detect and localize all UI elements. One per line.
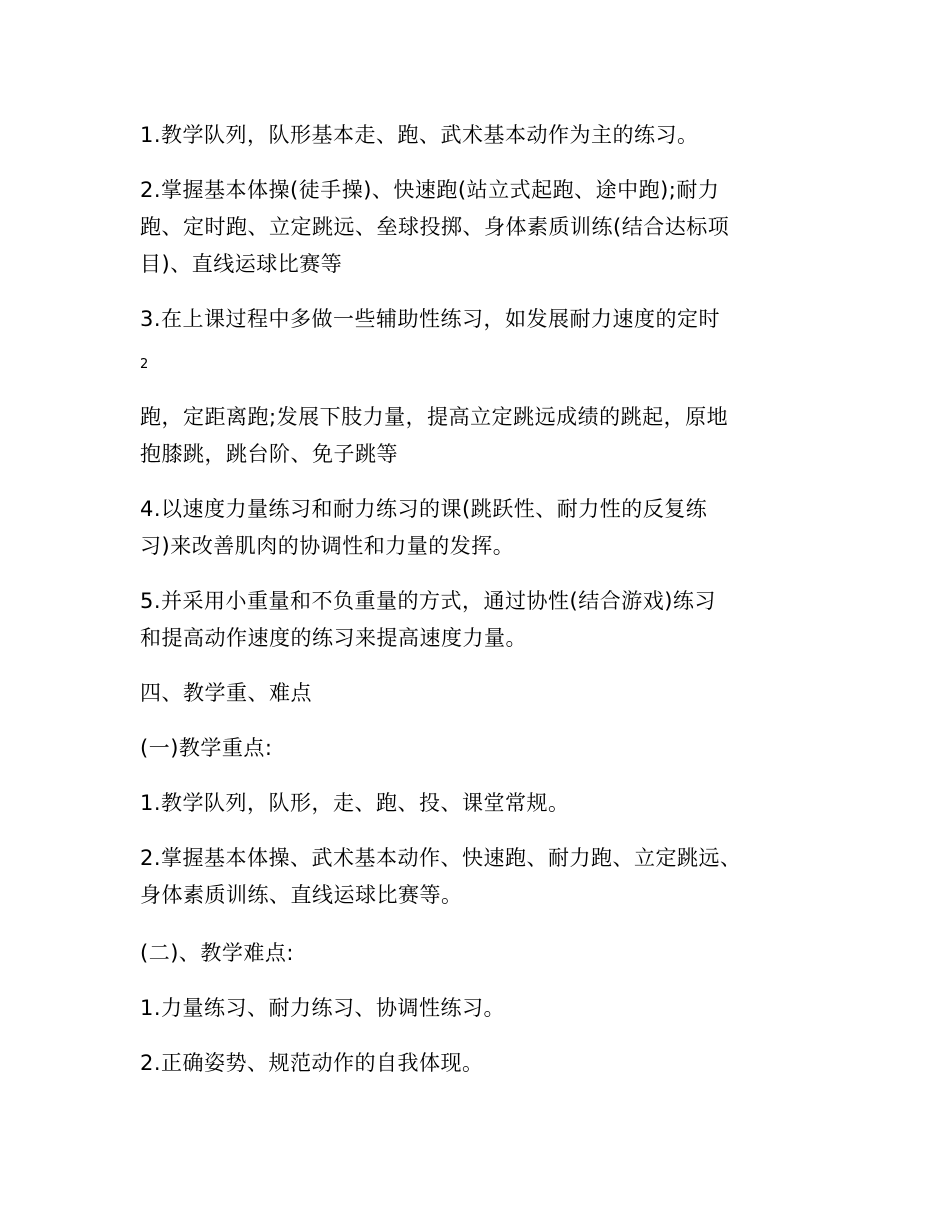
section-heading — [140, 675, 820, 712]
line: 2.掌握基本体操、武术基本动作、快速跑、耐力跑、立定跳远、 — [140, 846, 742, 870]
line: 跑，定距离跑;发展下肢力量，提高立定跳远成绩的跳起，原地 — [140, 405, 729, 429]
line: 1.教学队列，队形，走、跑、投、课堂常规。 — [140, 791, 570, 815]
line: 四、教学重、难点 — [140, 681, 312, 705]
line: 身体素质训练、直线运球比赛等。 — [140, 883, 463, 907]
paragraph-item-5 — [140, 583, 820, 657]
line: 目)、直线运球比赛等 — [140, 252, 343, 276]
paragraph-item-3 — [140, 301, 820, 338]
subsection-heading-key-points — [140, 730, 820, 767]
line: (一)教学重点: — [140, 736, 273, 760]
line: 4.以速度力量练习和耐力练习的课(跳跃性、耐力性的反复练 — [140, 497, 708, 521]
line: 抱膝跳，跳台阶、免子跳等 — [140, 442, 398, 466]
line: 2.掌握基本体操(徒手操)、快速跑(站立式起跑、途中跑);耐力 — [140, 178, 720, 202]
paragraph-item-2 — [140, 172, 820, 283]
paragraph-item-1 — [140, 117, 820, 154]
line: 跑、定时跑、立定跳远、垒球投掷、身体素质训练(结合达标项 — [140, 215, 730, 239]
line: 和提高动作速度的练习来提高速度力量。 — [140, 626, 527, 650]
difficulty-1 — [140, 990, 820, 1027]
key-point-1 — [140, 785, 820, 822]
key-point-2 — [140, 840, 820, 914]
line: (二)、教学难点: — [140, 941, 294, 965]
line: 习)来改善肌肉的协调性和力量的发挥。 — [140, 534, 515, 558]
line: 2.正确姿势、规范动作的自我体现。 — [140, 1051, 484, 1075]
line: 1.力量练习、耐力练习、协调性练习。 — [140, 996, 506, 1020]
line: 5.并采用小重量和不负重量的方式，通过协性(结合游戏)练习 — [140, 589, 716, 613]
line: 1.教学队列，队形基本走、跑、武术基本动作为主的练习。 — [140, 123, 699, 147]
subsection-heading-difficulties — [140, 935, 820, 972]
paragraph-item-3-continued — [140, 399, 820, 473]
difficulty-2 — [140, 1045, 820, 1082]
paragraph-item-4 — [140, 491, 820, 565]
line: 3.在上课过程中多做一些辅助性练习，如发展耐力速度的定时 — [140, 307, 721, 331]
page-number: 2 — [140, 357, 149, 372]
